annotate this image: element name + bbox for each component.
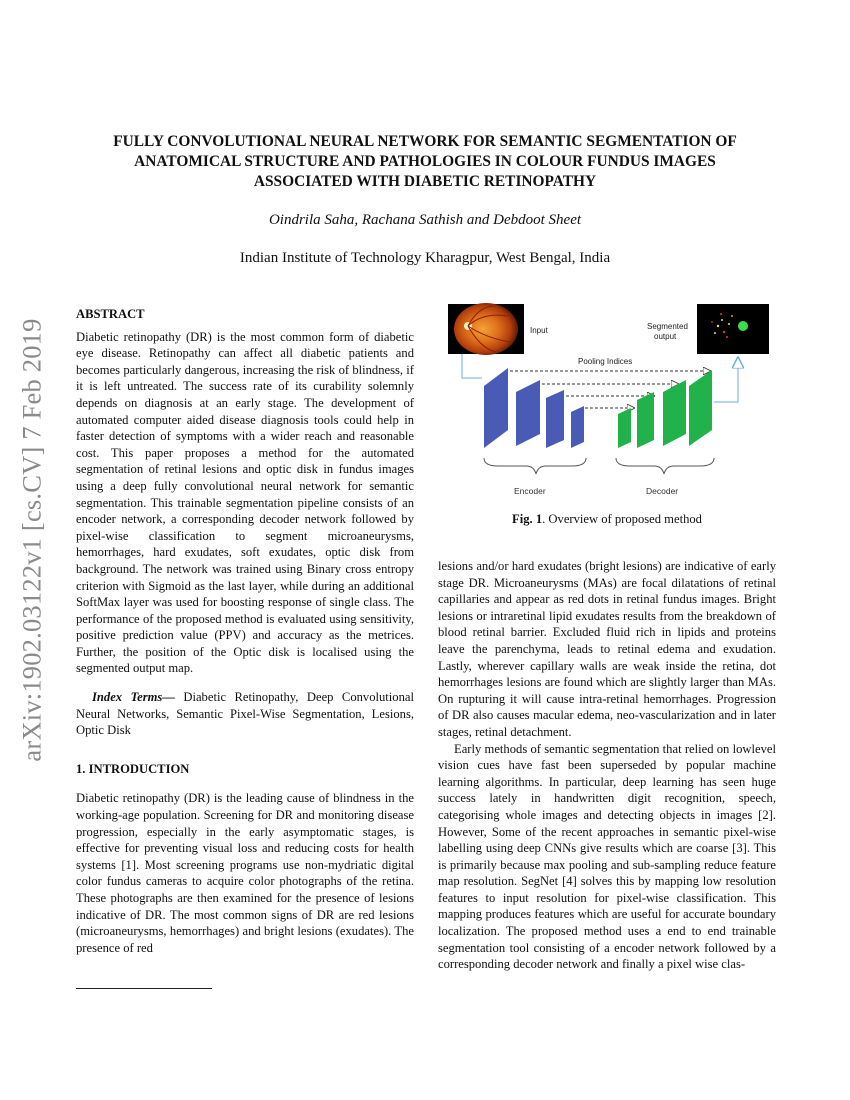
abstract-text: Diabetic retinopathy (DR) is the most common form of diabetic eye disease. Retinopathy can affect all diabetic patients and becomes particularly dangerous, increasing the risk of blindness, if it is left untreated. The success rate of its curability solemnly depends on diagnosis at an early stage. The development of automated computer aided disease diagnosis tools could help in faster detection of symptoms with a wider reach and reasonable cost. This paper proposes a method for the automated segmentation of retinal lesions and optic disk in fundus images using a deep fully convolutional neural network for semantic segmentation. This trainable segmentation pipeline consists of an encoder network, a corresponding decoder network followed by pixel-wise classification to segment microaneurysms, hemorrhages, hard exudates, soft exudates, optic disk from background. The network was trained using Binary cross entropy criterion with Sigmoid as the last layer, while during an additional SoftMax layer was used for boosting response of single class. The performance of the proposed method is evaluated using sensitivity, positive prediction value (PPV) and accuracy as the metrices. Further, the position of the Optic disk is localised using the segmented output map. <box>76 329 414 676</box>
paper-title <box>80 132 770 192</box>
affiliation: Indian Institute of Technology Kharagpur, West Bengal, India <box>239 250 611 266</box>
encoder-block <box>484 368 508 448</box>
intro-paragraph-3: Early methods of semantic segmentation that relied on lowlevel vision cues have fast been superseded by popular machine learning algorithms. In particular, deep learning has seen huge success lately in handwritten digit recognition, speech, categorising whole images and detecting objects in images [2]. However, Some of the recent approaches in semantic pixel-wise labelling using deep CNNs give results which are coarse [3]. This is primarily because max pooling and sub-sampling reduce feature map resolution. SegNet [4] solves this by mapping low resolution features to input resolution for pixel-wise classification. This mapping produces features which are useful for accurate boundary localization. The proposed method uses a end to end trainable segmentation tool consisting of a encoder network followed by a corresponding decoder network and finally a pixel wise clas- <box>438 741 776 972</box>
title-line: FULLY CONVOLUTIONAL NEURAL NETWORK FOR SEMANTIC SEGMENTATION OF <box>113 133 737 150</box>
index-terms <box>76 689 414 739</box>
output-label-line-2: output <box>654 332 677 341</box>
input-fundus-image <box>448 303 524 355</box>
decoder-block <box>618 408 631 448</box>
pooling-indices-label: Pooling Indices <box>578 357 633 366</box>
encoder-block <box>571 406 584 448</box>
index-terms-label: Index Terms— <box>92 690 175 705</box>
decoder-block <box>689 370 712 446</box>
output-connector-arrow <box>714 358 738 402</box>
decoder-label: Decoder <box>646 486 679 496</box>
arxiv-id-text: arXiv:1902.03122v1 [cs.CV] 7 Feb 2019 <box>16 318 47 762</box>
encoder-block <box>546 390 564 448</box>
right-column <box>438 558 776 973</box>
author-list: Oindrila Saha, Rachana Sathish and Debdoot Sheet <box>268 212 582 228</box>
abstract-heading: ABSTRACT <box>76 307 145 321</box>
output-label-line-1: Segmented <box>647 322 688 331</box>
encoder-label: Encoder <box>514 486 546 496</box>
decoder-block <box>637 392 654 448</box>
segmented-output-image <box>697 304 769 354</box>
input-label: Input <box>530 326 548 335</box>
figure-caption <box>438 512 776 527</box>
encoder-brace <box>484 458 586 474</box>
figure-caption-text: . Overview of proposed method <box>542 512 702 526</box>
title-line: ASSOCIATED WITH DIABETIC RETINOPATHY <box>253 173 597 190</box>
title-line: ANATOMICAL STRUCTURE AND PATHOLOGIES IN COLOUR FUNDUS IMAGES <box>134 153 716 170</box>
decoder-block <box>663 380 686 446</box>
arxiv-identifier <box>12 300 52 780</box>
figure-1 <box>438 302 776 508</box>
intro-paragraph-1: Diabetic retinopathy (DR) is the leading cause of blindness in the working-age population. Screening for DR and monitoring disease progression, especially in the early asymptomatic stages, is effective for preventing visual loss and reducing costs for health systems [1]. Most screening programs use non-mydriatic digital color fundus cameras to acquire color photographs of the retina. These photographs are then examined for the presence of lesions indicative of DR. The most common signs of DR are red lesions (microaneurysms, hemorrhages) and bright lesions (exudates). The presence of red <box>76 791 414 955</box>
decoder-brace <box>616 458 714 474</box>
encoder-block <box>516 380 540 446</box>
index-terms-text: Diabetic Retinopathy, Deep Convolutional Neural Networks, Semantic Pixel-Wise Segmentation, Lesions, Optic Disk <box>76 690 414 738</box>
footnote-divider <box>76 988 212 989</box>
intro-paragraph-2: lesions and/or hard exudates (bright lesions) are indicative of early stage DR. Microaneurysms (MAs) are focal dilatations of retinal capillaries and appear as red dots in retinal fundus images. Bright lesions or intraretinal lipid exudates results from the breakdown of blood retinal barrier. Excluded fluid rich in lipids and proteins leave the parenchyma, leads to retinal edema and exudation. Lastly, wherever capillary walls are weak inside the retina, dot hemorrhages lesions are found which are slightly larger than MAs. On rupturing it will cause intra-retinal hemorrhages. Progression of DR also causes macular edema, neo-vascularization and in later stages, retinal detachment. <box>438 559 776 739</box>
figure-caption-label: Fig. 1 <box>512 512 543 526</box>
left-column <box>76 306 414 956</box>
input-connector-arrow <box>462 354 482 378</box>
introduction-heading: 1. INTRODUCTION <box>76 761 190 776</box>
architecture-diagram <box>438 302 776 508</box>
